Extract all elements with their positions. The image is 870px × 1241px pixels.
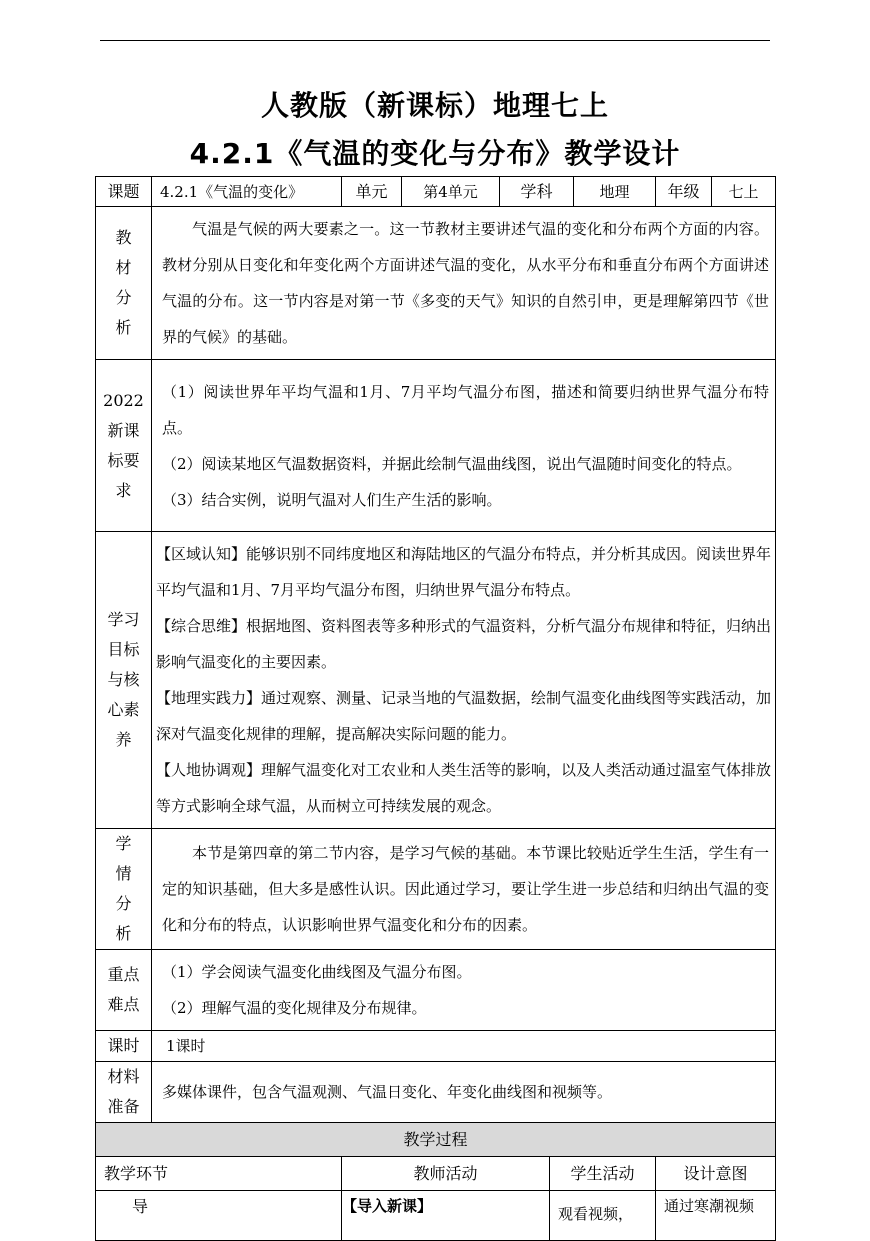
students-label: 学 情 分 析 [96, 829, 152, 950]
goal-item: 【人地协调观】理解气温变化对工农业和人类生活等的影响，以及人类活动通过温室气体排放等方式影响全球气温，从而树立可持续发展的观念。 [156, 761, 772, 815]
standard-item: （1）阅读世界年平均气温和1月、7月平均气温分布图，描述和简要归纳世界气温分布特点。 [162, 382, 770, 437]
standards-row [96, 360, 776, 532]
key-point-item: （2）理解气温的变化规律及分布规律。 [162, 999, 427, 1017]
analysis-label: 教 材 分 析 [96, 207, 152, 360]
process-row [96, 1191, 776, 1241]
document-subtitle: 4.2.1《气温的变化与分布》教学设计 [189, 137, 681, 170]
key-point-item: （1）学会阅读气温变化曲线图及气温分布图。 [162, 963, 472, 981]
header-rule [100, 40, 770, 41]
header-student: 学生活动 [550, 1157, 656, 1191]
goal-item: 【综合思维】根据地图、资料图表等多种形式的气温资料，分析气温分布规律和特征，归纳出影响气温变化的主要因素。 [156, 617, 772, 671]
hours-label: 课时 [96, 1031, 152, 1062]
key-points-label: 重点 难点 [96, 950, 152, 1031]
goal-item: 【区域认知】能够识别不同纬度地区和海陆地区的气温分布特点，并分析其成因。阅读世界年平均气温和1月、7月平均气温分布图，归纳世界气温分布特点。 [156, 545, 772, 599]
header-teacher: 教师活动 [342, 1157, 550, 1191]
header-stage: 教学环节 [96, 1157, 342, 1191]
process-student: 观看视频， [550, 1191, 656, 1241]
goals-label: 学习 目标 与核 心素 养 [96, 532, 152, 829]
goals-row [96, 532, 776, 829]
subject-label: 学科 [500, 177, 574, 207]
grade-label: 年级 [656, 177, 712, 207]
students-row [96, 829, 776, 950]
standards-content [152, 360, 776, 532]
subject-value: 地理 [574, 177, 656, 207]
info-row [96, 177, 776, 207]
process-header-row [96, 1157, 776, 1191]
hours-row [96, 1031, 776, 1062]
document-title: 人教版（新课标）地理七上 [260, 89, 609, 122]
materials-value: 多媒体课件，包含气温观测、气温日变化、年变化曲线图和视频等。 [152, 1062, 776, 1123]
standard-item: （2）阅读某地区气温数据资料，并据此绘制气温曲线图，说出气温随时间变化的特点。 [162, 454, 742, 473]
unit-value: 第4单元 [402, 177, 500, 207]
header-intent: 设计意图 [656, 1157, 776, 1191]
topic-value: 4.2.1《气温的变化》 [152, 177, 342, 207]
analysis-row [96, 207, 776, 360]
analysis-text: 气温是气候的两大要素之一。这一节教材主要讲述气温的变化和分布两个方面的内容。教材分别从日变化和年变化两个方面讲述气温的变化，从水平分布和垂直分布两个方面讲述气温的分布。这一节内容是对第一节《多变的天气》知识的自然引申，更是理解第四节《世界的气候》的基础。 [152, 207, 776, 360]
process-title-row [96, 1123, 776, 1157]
hours-value: 1课时 [152, 1031, 776, 1062]
key-points-row [96, 950, 776, 1031]
topic-label: 课题 [96, 177, 152, 207]
standard-item: （3）结合实例，说明气温对人们生产生活的影响。 [162, 490, 502, 509]
standards-label: 2022 新课 标要 求 [96, 360, 152, 532]
materials-row [96, 1062, 776, 1123]
lesson-plan-table [95, 176, 776, 1241]
goal-item: 【地理实践力】通过观察、测量、记录当地的气温数据，绘制气温变化曲线图等实践活动，加深对气温变化规律的理解，提高解决实际问题的能力。 [156, 689, 772, 743]
process-intent: 通过寒潮视频 [656, 1191, 776, 1241]
students-text: 本节是第四章的第二节内容，是学习气候的基础。本节课比较贴近学生生活，学生有一定的知识基础，但大多是感性认识。因此通过学习，要让学生进一步总结和归纳出气温的变化和分布的特点，认识影响世界气温变化和分布的因素。 [152, 829, 776, 950]
process-title: 教学过程 [96, 1123, 776, 1157]
unit-label: 单元 [342, 177, 402, 207]
goals-content [152, 532, 776, 829]
key-points-content [152, 950, 776, 1031]
process-stage: 导 [96, 1191, 342, 1241]
grade-value: 七上 [712, 177, 776, 207]
process-teacher: 【导入新课】 [342, 1191, 550, 1241]
materials-label: 材料 准备 [96, 1062, 152, 1123]
